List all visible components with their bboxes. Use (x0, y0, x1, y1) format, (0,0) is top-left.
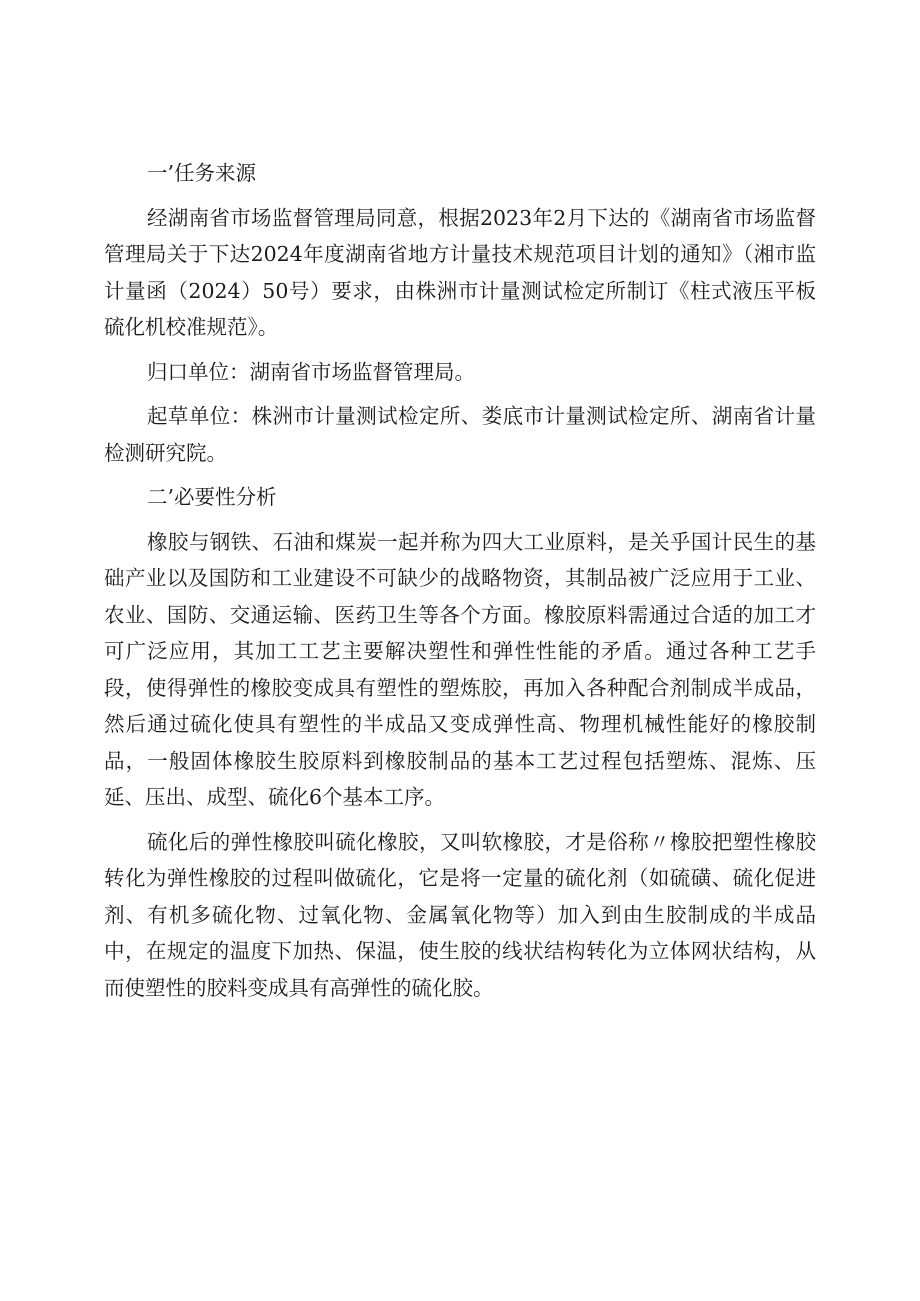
paragraph-vulcanization: 硫化后的弹性橡胶叫硫化橡胶，又叫软橡胶，才是俗称〃橡胶把塑性橡胶转化为弹性橡胶的过程叫做硫化，它是将一定量的硫化剂（如硫磺、硫化促进剂、有机多硫化物、过氧化物、金属氧化物等）加入到由生胶制成的半成品中，在规定的温度下加热、保温，使生胶的线状结构转化为立体网状结构，从而使塑性的胶料变成具有高弹性的硫化胶。 (104, 829, 816, 1000)
paragraph-drafting-units: 起草单位：株洲市计量测试检定所、娄底市计量测试检定所、湖南省计量检测研究院。 (104, 404, 816, 465)
paragraph-task-source: 经湖南省市场监督管理局同意，根据2023年2月下达的《湖南省市场监督管理局关于下达2024年度湖南省地方计量技术规范项目计划的通知》（湘市监计量函（2024）50号）要求，由株洲市计量测试检定所制订《柱式液压平板硫化机校准规范》。 (104, 205, 816, 339)
paragraph-rubber-industry: 橡胶与钢铁、石油和煤炭一起并称为四大工业原料，是关乎国计民生的基础产业以及国防和工业建设不可缺少的战略物资，其制品被广泛应用于工业、农业、国防、交通运输、医药卫生等各个方面。橡胶原料需通过合适的加工才可广泛应用，其加工工艺主要解决塑性和弹性性能的矛盾。通过各种工艺手段，使得弹性的橡胶变成具有塑性的塑炼胶，再加入各种配合剂制成半成品，然后通过硫化使具有塑性的半成品又变成弹性高、物理机械性能好的橡胶制品，一般固体橡胶生胶原料到橡胶制品的基本工艺过程包括塑炼、混炼、压延、压出、成型、硫化6个基本工序。 (104, 529, 816, 809)
section-heading-task-source: 一’任务来源 (147, 161, 257, 185)
section-heading-necessity: 二’必要性分析 (147, 485, 277, 509)
paragraph-responsible-unit: 归口单位：湖南省市场监督管理局。 (147, 359, 475, 384)
document-body (104, 155, 816, 1014)
